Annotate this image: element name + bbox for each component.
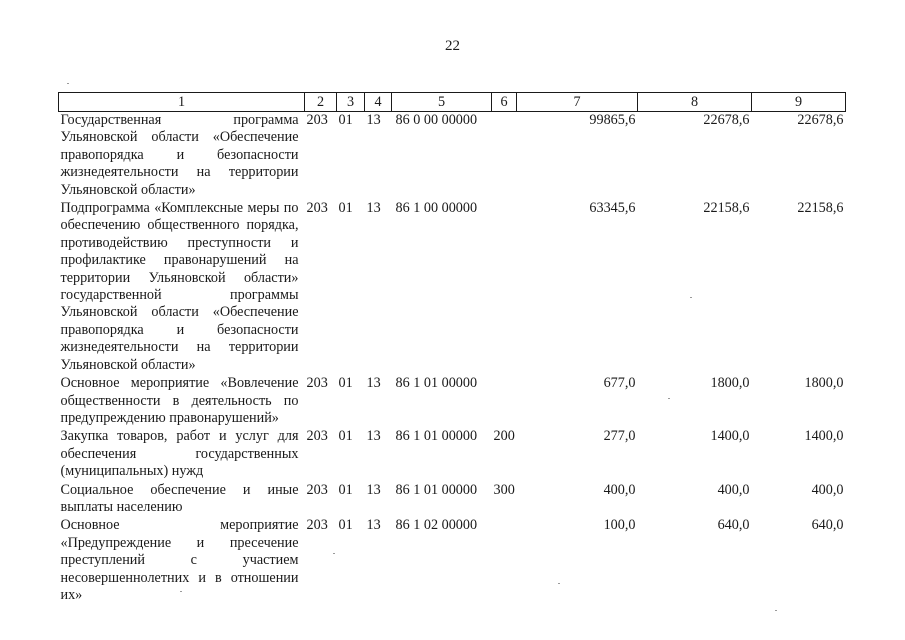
row-amount-col-9: 640,0 (811, 517, 844, 534)
row-section-code: 01 (338, 428, 353, 445)
scan-speck (775, 610, 777, 611)
row-subsection-code: 13 (366, 375, 381, 392)
row-amount-col-7: 400,0 (603, 481, 636, 498)
scan-speck (668, 398, 670, 399)
row-section-code: 01 (338, 481, 353, 498)
row-name: Основное мероприятие «Вовлечение общественности в деятельность по предупреждению правонарушений» (60, 375, 299, 426)
row-amount-col-9: 400,0 (811, 481, 844, 498)
row-amount-col-8: 22158,6 (703, 200, 750, 217)
row-target-code: 86 1 01 00000 (395, 428, 478, 445)
row-subsection-code: 13 (366, 200, 381, 217)
row-subsection-code: 13 (366, 428, 381, 445)
table-row (59, 428, 846, 481)
row-amount-col-9: 22678,6 (797, 112, 844, 128)
scan-speck (67, 83, 69, 84)
row-ministry-code: 203 (306, 428, 328, 445)
row-expense-type (492, 112, 517, 201)
table-row (59, 375, 846, 428)
header-col-9: 9 (752, 93, 846, 112)
row-target-code: 86 0 00 00000 (395, 112, 478, 128)
row-target-code: 86 1 00 00000 (395, 200, 478, 217)
row-amount-col-7: 277,0 (603, 428, 636, 445)
header-col-1: 1 (59, 93, 305, 112)
row-amount-col-8: 22678,6 (703, 112, 750, 128)
row-amount-col-8: 640,0 (717, 517, 750, 534)
row-subsection-code: 13 (366, 481, 381, 498)
row-amount-col-8: 1400,0 (710, 428, 750, 445)
row-section-code: 01 (338, 112, 353, 128)
row-target-code: 86 1 02 00000 (395, 517, 478, 534)
scan-speck (690, 297, 692, 298)
header-col-3: 3 (337, 93, 365, 112)
row-amount-col-9: 22158,6 (797, 200, 844, 217)
header-col-2: 2 (305, 93, 337, 112)
row-target-code: 86 1 01 00000 (395, 375, 478, 392)
row-target-code: 86 1 01 00000 (395, 481, 478, 498)
table-row (59, 517, 846, 605)
header-col-8: 8 (638, 93, 752, 112)
table-row (59, 482, 846, 518)
row-expense-type: 200 (493, 428, 515, 445)
row-amount-col-7: 100,0 (603, 517, 636, 534)
row-section-code: 01 (338, 375, 353, 392)
header-col-6: 6 (492, 93, 517, 112)
row-amount-col-7: 99865,6 (589, 112, 636, 128)
row-expense-type (492, 517, 517, 605)
header-col-5: 5 (392, 93, 492, 112)
table-header (59, 93, 846, 112)
scan-speck (180, 591, 182, 592)
scan-speck (558, 583, 560, 584)
row-expense-type: 300 (493, 481, 515, 498)
row-section-code: 01 (338, 517, 353, 534)
row-expense-type (492, 200, 517, 375)
row-section-code: 01 (338, 200, 353, 217)
row-name: Закупка товаров, работ и услуг для обеспечения государственных (муниципальных) нужд (60, 428, 299, 480)
header-row (59, 93, 846, 112)
row-amount-col-7: 63345,6 (589, 200, 636, 217)
row-ministry-code: 203 (306, 375, 328, 392)
row-name: Подпрограмма «Комплексные меры по обеспечению общественного порядка, противодействию преступности и профилактике правонарушений на территории Ульяновской области» государственной программы Ульяновской области «Обеспечение правопорядка и безопасности жизнедеятельности на территории Ульяновской области» (60, 200, 299, 373)
header-col-7: 7 (517, 93, 638, 112)
row-name: Основное мероприятие «Предупреждение и пресечение преступлений с участием несовершеннолетних и в отношении их» (60, 517, 299, 603)
row-name: Государственная программа Ульяновской области «Обеспечение правопорядка и безопасности жизнедеятельности на территории Ульяновской области» (60, 112, 299, 198)
row-amount-col-9: 1800,0 (804, 375, 844, 392)
row-expense-type (492, 375, 517, 428)
table-body (59, 112, 846, 606)
table-row (59, 200, 846, 375)
page-number: 22 (445, 38, 460, 54)
row-amount-col-9: 1400,0 (804, 428, 844, 445)
row-amount-col-8: 400,0 (717, 481, 750, 498)
row-ministry-code: 203 (306, 481, 328, 498)
budget-table (58, 92, 846, 605)
row-amount-col-7: 677,0 (603, 375, 636, 392)
row-ministry-code: 203 (306, 200, 328, 217)
row-ministry-code: 203 (306, 112, 328, 128)
row-amount-col-8: 1800,0 (710, 375, 750, 392)
row-name: Социальное обеспечение и иные выплаты населению (60, 481, 299, 515)
row-subsection-code: 13 (366, 517, 381, 534)
row-subsection-code: 13 (366, 112, 381, 128)
table-row (59, 112, 846, 201)
row-ministry-code: 203 (306, 517, 328, 534)
scan-speck (333, 553, 335, 554)
header-col-4: 4 (365, 93, 392, 112)
